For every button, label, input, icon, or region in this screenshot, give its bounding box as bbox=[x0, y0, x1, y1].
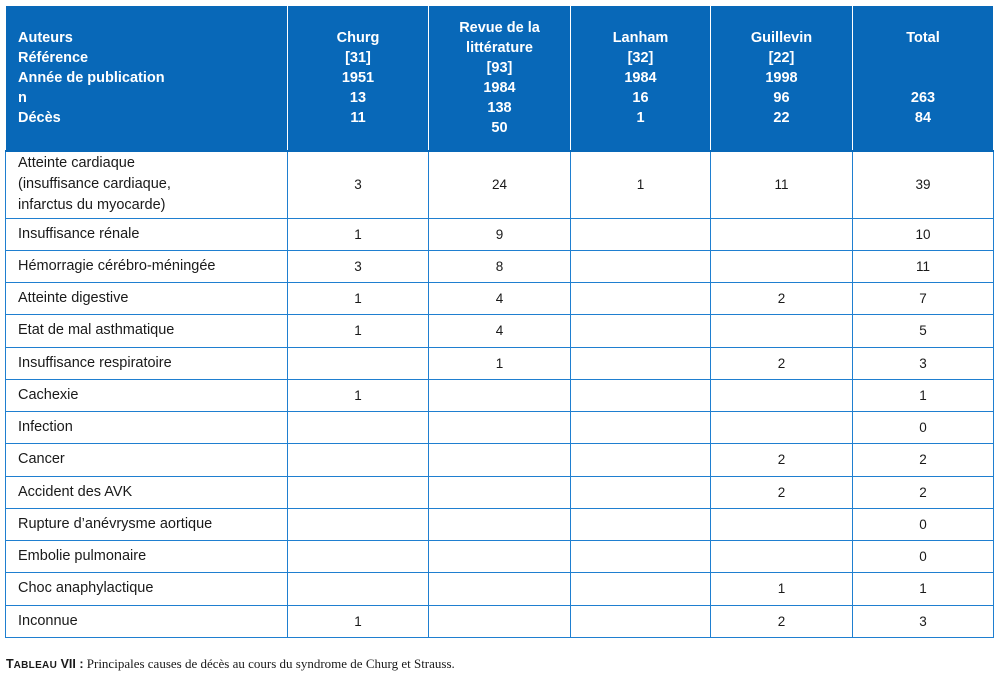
row-value bbox=[571, 541, 711, 573]
header-col-guillevin bbox=[711, 6, 853, 152]
row-value bbox=[288, 347, 429, 379]
header-label-line: n bbox=[18, 90, 27, 106]
header-col-revue bbox=[429, 6, 571, 152]
row-value: 1 bbox=[429, 347, 571, 379]
row-value: 1 bbox=[288, 283, 429, 315]
row-value bbox=[288, 508, 429, 540]
header-col-lanham bbox=[571, 6, 711, 152]
header-label-line: Référence bbox=[18, 50, 89, 66]
row-value: 2 bbox=[853, 476, 994, 508]
row-value: 3 bbox=[853, 347, 994, 379]
row-value: 3 bbox=[288, 151, 429, 218]
row-value: 24 bbox=[429, 151, 571, 218]
row-label: Insuffisance rénale bbox=[6, 218, 288, 250]
row-value bbox=[288, 541, 429, 573]
row-value bbox=[711, 508, 853, 540]
row-value bbox=[571, 605, 711, 637]
caption-tag-initial: T bbox=[6, 657, 14, 671]
header-label-line: Décès bbox=[18, 110, 61, 126]
row-label: Cancer bbox=[6, 444, 288, 476]
row-label: Atteinte digestive bbox=[6, 283, 288, 315]
row-value: 1 bbox=[853, 379, 994, 411]
row-value bbox=[288, 412, 429, 444]
row-value: 0 bbox=[853, 508, 994, 540]
row-value: 8 bbox=[429, 250, 571, 282]
row-value: 1 bbox=[288, 605, 429, 637]
row-value bbox=[571, 250, 711, 282]
header-line: 16 bbox=[632, 90, 649, 106]
row-value: 7 bbox=[853, 283, 994, 315]
row-label: Etat de mal asthmatique bbox=[6, 315, 288, 347]
causes-of-death-table bbox=[5, 5, 994, 638]
caption-tag-smallcaps: ABLEAU bbox=[13, 660, 58, 671]
row-value bbox=[288, 573, 429, 605]
row-value: 1 bbox=[288, 379, 429, 411]
header-col-churg bbox=[288, 6, 429, 152]
row-value bbox=[571, 218, 711, 250]
header-line: [32] bbox=[627, 50, 654, 66]
header-line bbox=[853, 48, 993, 68]
header-line: [22] bbox=[768, 50, 795, 66]
row-value: 3 bbox=[853, 605, 994, 637]
table-row bbox=[6, 476, 994, 508]
row-value bbox=[571, 508, 711, 540]
row-value: 2 bbox=[711, 283, 853, 315]
row-value bbox=[571, 315, 711, 347]
header-line: 50 bbox=[491, 120, 508, 136]
row-value: 1 bbox=[853, 573, 994, 605]
row-label: Embolie pulmonaire bbox=[6, 541, 288, 573]
row-label: Rupture d’anévrysme aortique bbox=[6, 508, 288, 540]
row-label: Accident des AVK bbox=[6, 476, 288, 508]
row-label: Atteinte cardiaque (insuffisance cardiaque, infarctus du myocarde) bbox=[6, 151, 288, 218]
table-row bbox=[6, 315, 994, 347]
row-value bbox=[571, 573, 711, 605]
header-line: 1 bbox=[636, 110, 645, 126]
header-line: 1998 bbox=[765, 70, 798, 86]
row-value: 0 bbox=[853, 412, 994, 444]
row-value bbox=[571, 444, 711, 476]
table-row bbox=[6, 508, 994, 540]
row-value bbox=[429, 541, 571, 573]
header-line: Lanham bbox=[612, 30, 669, 46]
row-value bbox=[571, 476, 711, 508]
row-value: 10 bbox=[853, 218, 994, 250]
row-value bbox=[711, 218, 853, 250]
row-label: Choc anaphylactique bbox=[6, 573, 288, 605]
row-value: 2 bbox=[711, 347, 853, 379]
row-value bbox=[711, 250, 853, 282]
header-line: 11 bbox=[350, 110, 366, 126]
row-value: 2 bbox=[711, 605, 853, 637]
table-row bbox=[6, 412, 994, 444]
table-row bbox=[6, 573, 994, 605]
row-value: 4 bbox=[429, 315, 571, 347]
table-row bbox=[6, 605, 994, 637]
row-value bbox=[429, 444, 571, 476]
row-value bbox=[711, 412, 853, 444]
row-value: 5 bbox=[853, 315, 994, 347]
header-line: Churg bbox=[336, 30, 380, 46]
table-body bbox=[6, 151, 994, 638]
row-value bbox=[571, 283, 711, 315]
row-value: 2 bbox=[853, 444, 994, 476]
header-label-cell bbox=[6, 6, 288, 152]
row-value: 1 bbox=[288, 315, 429, 347]
row-value bbox=[429, 605, 571, 637]
header-line: Revue de la bbox=[459, 20, 540, 36]
table-row bbox=[6, 379, 994, 411]
row-value bbox=[429, 573, 571, 605]
row-value: 3 bbox=[288, 250, 429, 282]
row-label: Cachexie bbox=[6, 379, 288, 411]
table-row bbox=[6, 283, 994, 315]
row-value bbox=[711, 379, 853, 411]
header-line: 263 bbox=[910, 90, 936, 106]
header-line: 96 bbox=[773, 90, 790, 106]
row-value: 4 bbox=[429, 283, 571, 315]
header-line: littérature bbox=[466, 40, 533, 56]
row-value bbox=[429, 412, 571, 444]
row-label: Inconnue bbox=[6, 605, 288, 637]
row-value: 9 bbox=[429, 218, 571, 250]
header-line: [93] bbox=[486, 60, 513, 76]
row-value: 11 bbox=[853, 250, 994, 282]
row-value bbox=[288, 444, 429, 476]
header-line bbox=[853, 68, 993, 88]
caption-tag bbox=[6, 657, 84, 671]
table-row bbox=[6, 151, 994, 218]
header-row bbox=[6, 6, 994, 152]
row-value: 1 bbox=[571, 151, 711, 218]
row-value: 2 bbox=[711, 476, 853, 508]
row-value bbox=[429, 508, 571, 540]
table-caption bbox=[6, 656, 455, 672]
header-line: 84 bbox=[914, 110, 932, 126]
row-label: Insuffisance respiratoire bbox=[6, 347, 288, 379]
header-label-line: Année de publication bbox=[18, 70, 165, 86]
row-value: 0 bbox=[853, 541, 994, 573]
table-row bbox=[6, 218, 994, 250]
row-value bbox=[571, 347, 711, 379]
table-row bbox=[6, 347, 994, 379]
header-line: 22 bbox=[773, 110, 790, 126]
header-label-line: Auteurs bbox=[18, 30, 73, 46]
row-value bbox=[711, 315, 853, 347]
header-line: 1951 bbox=[341, 70, 375, 86]
row-label: Infection bbox=[6, 412, 288, 444]
table-row bbox=[6, 541, 994, 573]
row-value: 2 bbox=[711, 444, 853, 476]
row-value: 39 bbox=[853, 151, 994, 218]
caption-text: Principales causes de décès au cours du syndrome de Churg et Strauss. bbox=[83, 656, 455, 671]
row-label: Hémorragie cérébro-méningée bbox=[6, 250, 288, 282]
header-line: 138 bbox=[487, 100, 512, 116]
header-col-total bbox=[853, 6, 994, 152]
caption-tag-number: VII : bbox=[57, 657, 84, 671]
header-line: 13 bbox=[349, 90, 367, 106]
table-header bbox=[6, 6, 994, 152]
header-line: [31] bbox=[345, 50, 371, 66]
row-value bbox=[288, 476, 429, 508]
table-row bbox=[6, 250, 994, 282]
header-line: Guillevin bbox=[750, 30, 813, 46]
header-line: 1984 bbox=[624, 70, 657, 86]
row-value bbox=[711, 541, 853, 573]
row-value: 1 bbox=[288, 218, 429, 250]
row-value bbox=[429, 379, 571, 411]
row-value bbox=[571, 412, 711, 444]
row-value bbox=[571, 379, 711, 411]
header-line: 1984 bbox=[483, 80, 516, 96]
header-line: Total bbox=[906, 30, 940, 46]
row-value bbox=[429, 476, 571, 508]
row-value: 11 bbox=[711, 151, 853, 218]
row-value: 1 bbox=[711, 573, 853, 605]
table-row bbox=[6, 444, 994, 476]
